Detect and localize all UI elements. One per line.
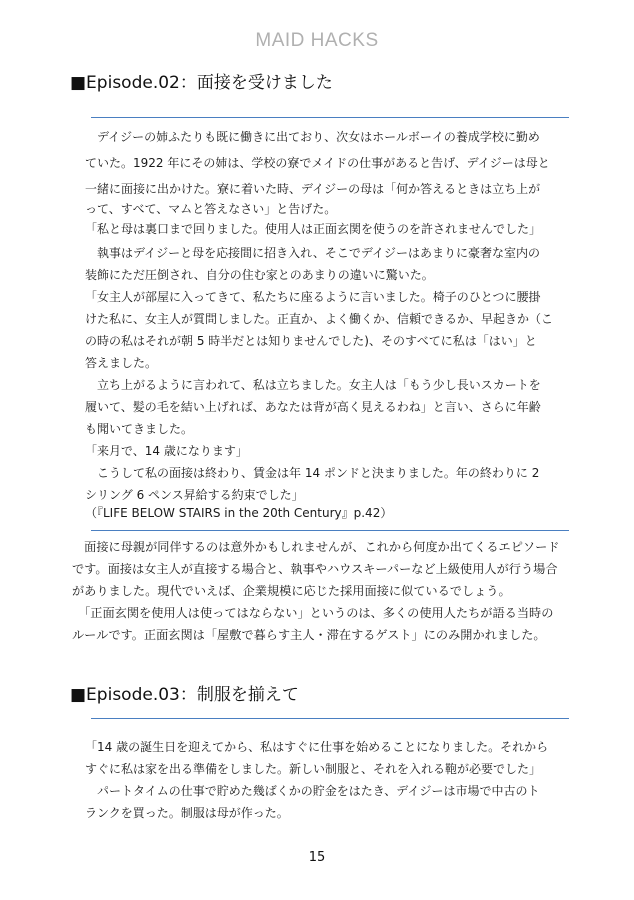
quote-line: こうして私の面接は終わり、賃金は年 14 ポンドと決まりました。年の終わりに 2 xyxy=(85,466,540,480)
episode-03-top-rule xyxy=(91,718,569,719)
quote-line: パートタイムの仕事で貯めた幾ばくかの貯金をはたき、デイジーは市場で中古のト xyxy=(85,784,540,798)
commentary-line: 「正面玄関を使用人は使ってはならない」というのは、多くの使用人たちが語る当時の xyxy=(72,606,554,620)
quote-line: 「私と母は裏口まで回りました。使用人は正面玄関を使うのを許されませんでした」 xyxy=(85,222,542,236)
running-header: MAID HACKS xyxy=(255,30,379,51)
quote-line: すぐに私は家を出る準備をしました。新しい制服と、それを入れる鞄が必要でした」 xyxy=(85,762,542,776)
quote-line: ていた。1922 年にその姉は、学校の寮でメイドの仕事があると告げ、デイジーは母と xyxy=(85,156,550,170)
page-number: 15 xyxy=(308,850,326,865)
quote-line: 「女主人が部屋に入ってきて、私たちに座るように言いました。椅子のひとつに腰掛 xyxy=(85,290,541,304)
quote-line: 立ち上がるように言われて、私は立ちました。女主人は「もう少し長いスカートを xyxy=(85,378,541,392)
commentary-line: がありました。現代でいえば、企業規模に応じた採用面接に似ているでしょう。 xyxy=(72,584,511,598)
quote-line: 装飾にただ圧倒され、自分の住む家とのあまりの違いに驚いた。 xyxy=(85,268,434,282)
quote-line: 履いて、髪の毛を結い上げれば、あなたは背が高く見えるわね」と言い、さらに年齢 xyxy=(85,400,541,414)
commentary-line: ルールです。正面玄関は「屋敷で暮らす主人・滞在するゲスト」にのみ開かれました。 xyxy=(72,628,546,642)
quote-line: シリング 6 ペンス昇給する約束でした」 xyxy=(85,488,304,502)
quote-line: 一緒に面接に出かけた。寮に着いた時、デイジーの母は「何か答えるときは立ち上が xyxy=(85,182,541,196)
episode-03-heading: ■Episode.03：制服を揃えて xyxy=(70,685,299,705)
quote-line: の時の私はそれが朝 5 時半だとは知りませんでした)、そのすべてに私は「はい」と xyxy=(85,334,537,348)
quote-citation: （『LIFE BELOW STAIRS in the 20th Century』p.42） xyxy=(85,506,393,520)
quote-line: も聞いてきました。 xyxy=(85,422,194,436)
quote-line: 「来月で、14 歳になります」 xyxy=(85,444,248,458)
quote-line: 「14 歳の誕生日を迎えてから、私はすぐに仕事を始めることになりました。それから xyxy=(85,740,549,754)
commentary-line: 面接に母親が同伴するのは意外かもしれませんが、これから何度か出てくるエピソード xyxy=(72,540,560,554)
commentary-line: です。面接は女主人が直接する場合と、執事やハウスキーパーなど上級使用人が行う場合 xyxy=(72,562,558,576)
quote-line: って、すべて、マムと答えなさい」と告げた。 xyxy=(85,202,337,216)
episode-02-top-rule xyxy=(91,117,569,118)
quote-line: けた私に、女主人が質問しました。正直か、よく働くか、信頼できるか、早起きか（こ xyxy=(85,312,554,326)
quote-line: デイジーの姉ふたりも既に働きに出ており、次女はホールボーイの養成学校に勤め xyxy=(85,130,540,144)
quote-line: ランクを買った。制服は母が作った。 xyxy=(85,806,289,820)
episode-02-heading: ■Episode.02：面接を受けました xyxy=(70,73,333,93)
quote-line: 答えました。 xyxy=(85,356,158,370)
quote-line: 執事はデイジーと母を応接間に招き入れ、そこでデイジーはあまりに豪奢な室内の xyxy=(85,246,541,260)
episode-02-bottom-rule xyxy=(91,530,569,531)
